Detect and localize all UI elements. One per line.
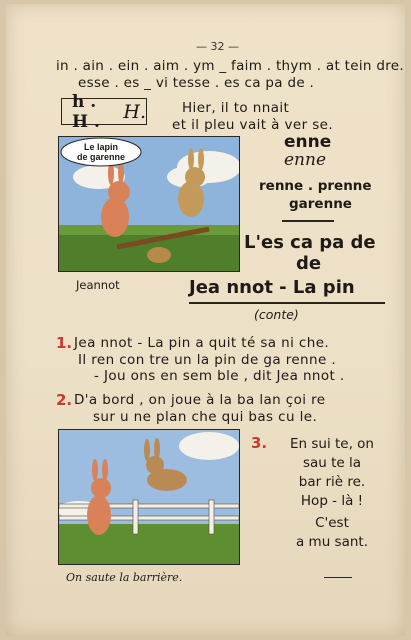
story-title-line-3: Jea nnot - La pin <box>189 277 355 298</box>
seesaw-drawing <box>59 137 239 271</box>
story-line-3c: bar riè re. <box>298 474 366 490</box>
syllable-line-2: esse . es _ vi tesse . es ca pa de . <box>78 75 315 91</box>
story-line-3f: a mu sant. <box>295 534 368 550</box>
end-rule <box>324 577 352 578</box>
story-title-line-2: de <box>296 253 322 274</box>
story-title-line-1: L'es ca pa de <box>244 232 376 253</box>
story-subtitle: (conte) <box>254 307 299 322</box>
book-page <box>6 4 405 636</box>
bubble-text-line-1: Le lapin <box>83 142 119 152</box>
paragraph-number-3: 3. <box>251 434 268 452</box>
example-line-2: et il pleu vait à ver se. <box>172 117 334 133</box>
syllable-line-1: in . ain . ein . aim . ym _ faim . thym . at tein dre. <box>56 58 404 74</box>
letters-script: H. <box>123 100 146 123</box>
story-paragraph-3 <box>272 435 392 552</box>
story-line-3d: Hop - là ! <box>300 493 364 509</box>
divider <box>282 220 334 222</box>
picture-caption-2: On saute la barrière. <box>66 571 183 584</box>
paragraph-number-1: 1. <box>56 334 73 352</box>
paragraph-number-2: 2. <box>56 391 73 409</box>
story-line-1c: - Jou ons en sem ble , dit Jea nnot . <box>94 368 345 384</box>
title-underline <box>189 302 385 304</box>
story-line-2b: sur u ne plan che qui bas cu le. <box>93 409 318 425</box>
illustration-fence-jump <box>58 429 240 565</box>
story-line-1a: Jea nnot - La pin a quit té sa ni che. <box>74 335 330 351</box>
story-line-3b: sau te la <box>302 455 362 471</box>
story-line-2a: D'a bord , on joue à la ba lan çoi re <box>74 392 326 408</box>
word-garenne: garenne <box>289 196 352 212</box>
picture-caption-1: Jeannot <box>76 278 120 292</box>
story-line-1b: Il ren con tre un la pin de ga renne . <box>78 352 337 368</box>
example-line-1: Hier, il to nnait <box>182 100 290 116</box>
letters-print: h . H . <box>72 91 100 132</box>
word-enne-print: enne <box>284 132 332 152</box>
fence-drawing <box>59 430 239 564</box>
story-line-3a: En sui te, on <box>289 436 374 452</box>
word-enne-script: enne <box>284 150 327 170</box>
page-number: — 32 — <box>196 40 239 53</box>
bubble-text-line-2: de garenne <box>76 152 126 162</box>
word-renne-prenne: renne . prenne <box>259 178 372 194</box>
illustration-seesaw <box>58 136 240 272</box>
letters-box <box>61 91 147 132</box>
story-line-3e: C'est <box>315 515 349 531</box>
